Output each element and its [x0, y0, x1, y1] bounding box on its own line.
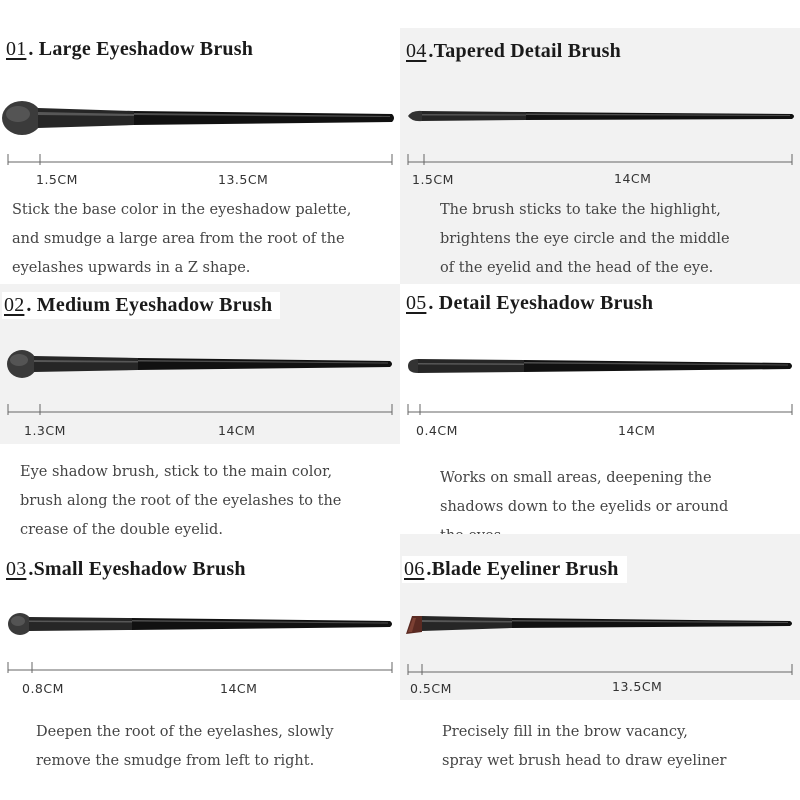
brush-illustration [0, 98, 400, 138]
brush-card-03 [0, 550, 400, 800]
brush-title [406, 292, 653, 315]
measurement-ruler [400, 662, 800, 676]
measurement-ruler [0, 402, 400, 416]
brush-title [402, 556, 627, 583]
brush-card-06 [400, 534, 800, 700]
brush-illustration [400, 96, 800, 136]
head-length: 0.4CM [416, 423, 458, 438]
brush-illustration [0, 604, 400, 644]
total-length: 14CM [218, 423, 256, 438]
total-length: 14CM [614, 171, 652, 186]
brush-description-04: The brush sticks to take the highlight, brightens the eye circle and the middle of the eyelid and the head of the eye. [440, 202, 730, 276]
brush-name: . Detail Eyeshadow Brush [428, 292, 654, 314]
brush-name: .Blade Eyeliner Brush [426, 558, 619, 580]
brush-name: . Medium Eyeshadow Brush [26, 294, 273, 316]
brush-illustration [0, 344, 400, 384]
head-length: 1.5CM [412, 172, 454, 187]
head-length: 1.5CM [36, 172, 78, 187]
brush-title [2, 292, 280, 319]
brush-card-05 [400, 284, 800, 444]
total-length: 14CM [618, 423, 656, 438]
brush-name: .Small Eyeshadow Brush [28, 558, 246, 580]
brush-illustration [400, 346, 800, 386]
brush-description-06: Precisely fill in the brow vacancy, spray wet brush head to draw eyeliner [442, 724, 727, 769]
brush-number: 02 [4, 294, 25, 316]
brush-description-02: Eye shadow brush, stick to the main color, brush along the root of the eyelashes to the crease of the double eyelid. [20, 464, 342, 538]
brush-number: 04 [406, 40, 427, 62]
total-length: 14CM [220, 681, 258, 696]
head-length: 0.8CM [22, 681, 64, 696]
brush-illustration [400, 604, 800, 644]
brush-number: 03 [6, 558, 27, 580]
measurement-ruler [400, 152, 800, 166]
brush-number: 06 [404, 558, 425, 580]
brush-card-01 [0, 0, 400, 276]
brush-card-02 [0, 284, 400, 444]
total-length: 13.5CM [612, 679, 663, 694]
brush-number: 05 [406, 292, 427, 314]
head-length: 1.3CM [24, 423, 66, 438]
brush-name: .Tapered Detail Brush [428, 40, 621, 62]
brush-description: Stick the base color in the eyeshadow palette, and smudge a large area from the root of the eyelashes upwards in a Z shape. [12, 202, 352, 276]
brush-name: . Large Eyeshadow Brush [28, 38, 254, 60]
total-length: 13.5CM [218, 172, 269, 187]
brush-title [406, 40, 621, 63]
measurement-ruler [0, 152, 400, 166]
brush-title [6, 558, 246, 581]
brush-description-05: Works on small areas, deepening the shadows down to the eyelids or around [440, 470, 729, 515]
measurement-ruler [400, 402, 800, 416]
brush-number: 01 [6, 38, 27, 60]
brush-title [6, 38, 253, 61]
brush-description: Deepen the root of the eyelashes, slowly remove the smudge from left to right. [36, 724, 334, 769]
measurement-ruler [0, 660, 400, 674]
head-length: 0.5CM [410, 681, 452, 696]
